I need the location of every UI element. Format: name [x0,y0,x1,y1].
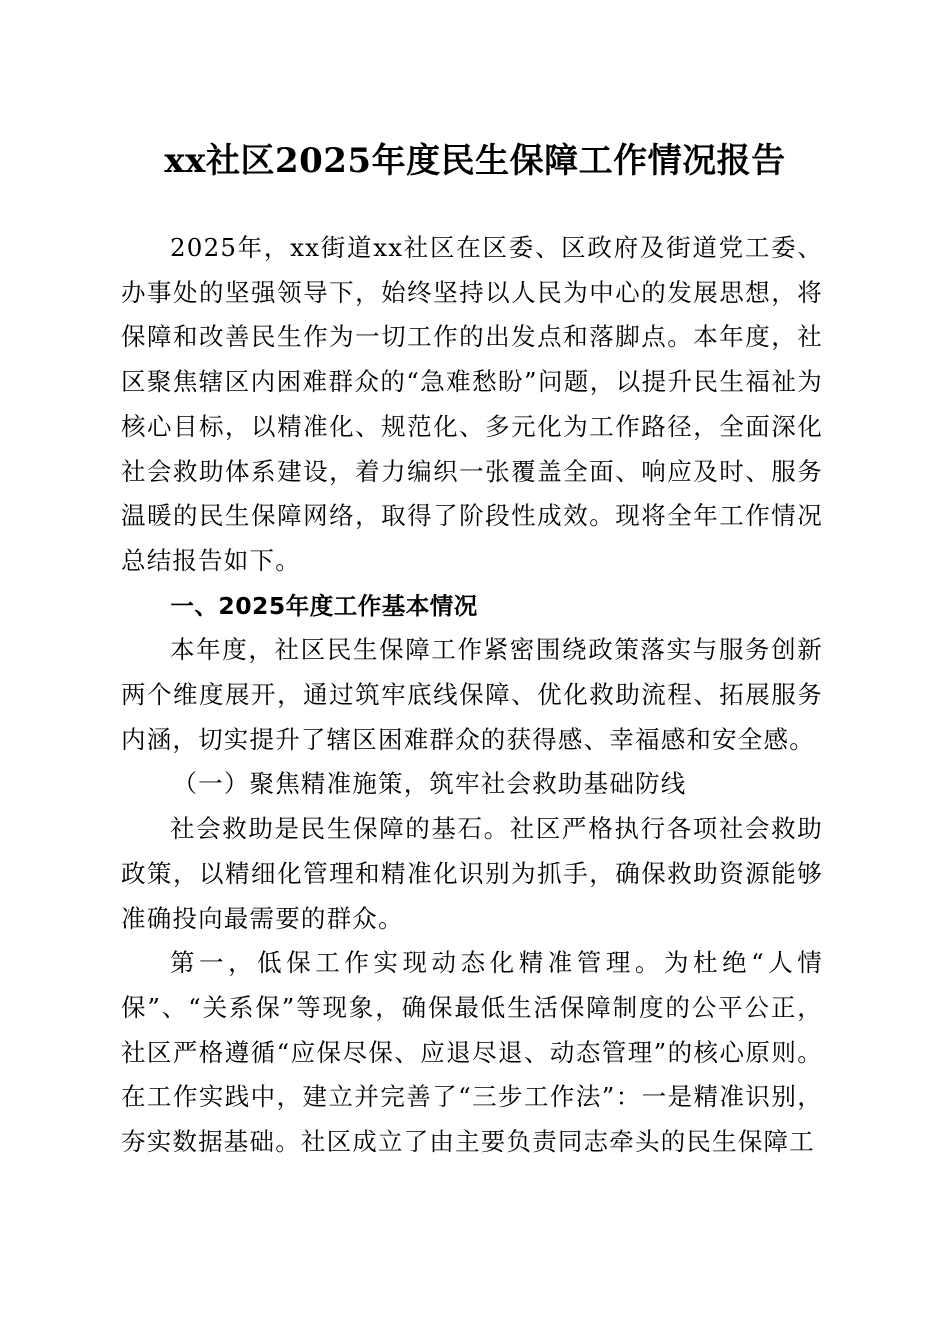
subsection-heading: （一）聚焦精准施策，筑牢社会救助基础防线 [172,769,687,799]
intro-paragraph: 2025年，xx街道xx社区在区委、区政府及街道党工委、办事处的坚强领导下，始终坚持以人民为中心的发展思想，将保障和改善民生作为一切工作的出发点和落脚点。本年度，社区聚焦辖区内困难群众的“急难愁盼”问题，以提升民生福祉为核心目标，以精准化、规范化、多元化为工作路径，全面深化社会救助体系建设，着力编织一张覆盖全面、响应及时、服务温暖的民生保障网络，取得了阶段性成效。现将全年工作情况总结报告如下。 [121,233,823,575]
document-title: xx社区2025年度民生保障工作情况报告 [164,141,786,181]
section-heading: 一、2025年度工作基本情况 [170,591,478,620]
subsection-body-paragraph: 社会救助是民生保障的基石。社区严格执行各项社会救助政策，以精细化管理和精准化识别为抓手，确保救助资源能够准确投向最需要的群众。 [121,814,823,933]
point-paragraph: 第一，低保工作实现动态化精准管理。为杜绝“人情保”、“关系保”等现象，确保最低生活保障制度的公平公正，社区严格遵循“应保尽保、应退尽退、动态管理”的核心原则。在工作实践中，建立并完善了“三步工作法”：一是精准识别，夯实数据基础。社区成立了由主要负责同志牵头的民生保障工 [121,948,823,1157]
document-body [121,226,823,1165]
section-body-paragraph: 本年度，社区民生保障工作紧密围绕政策落实与服务创新两个维度展开，通过筑牢底线保障、优化救助流程、拓展服务内涵，切实提升了辖区困难群众的获得感、幸福感和安全感。 [121,635,823,754]
